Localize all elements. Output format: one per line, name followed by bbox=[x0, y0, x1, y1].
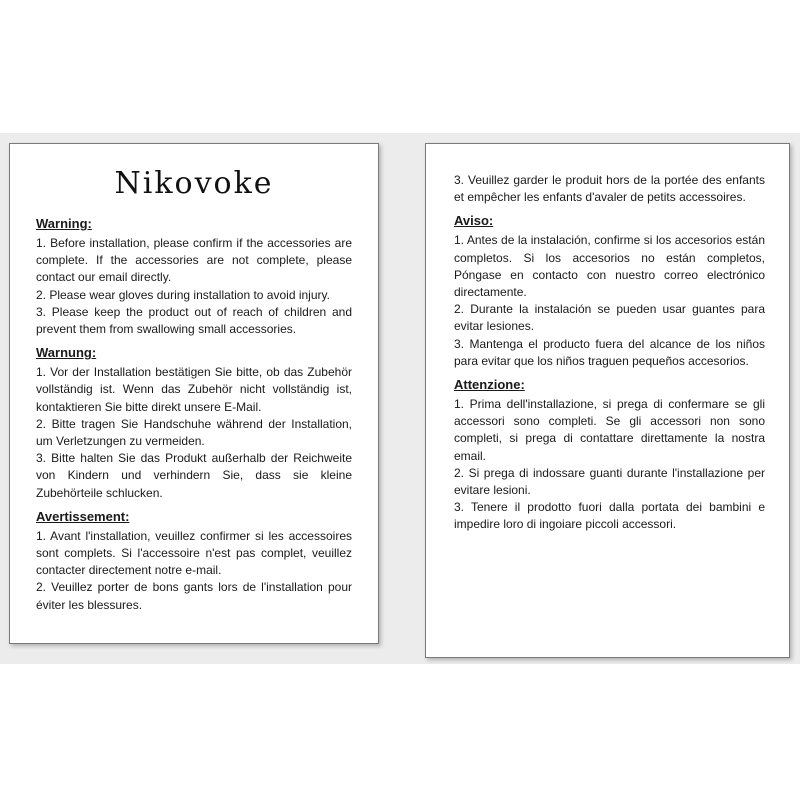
list-item: 2. Veuillez porter de bons gants lors de l'installation pour éviter les blessures. bbox=[36, 580, 352, 612]
section-warning-fr-continued bbox=[454, 172, 765, 206]
list-item: 2. Si prega di indossare guanti durante l'installazione per evitare lesioni. bbox=[454, 465, 765, 498]
instruction-card-left bbox=[9, 143, 379, 644]
section-warning-en bbox=[36, 215, 352, 338]
list-item: 3. Tenere il prodotto fuori dalla portata dei bambini e impedire loro di ingoiare piccoli accessori. bbox=[454, 500, 765, 532]
list-item: 3. Please keep the product out of reach of children and prevent them from swallowing small accessories. bbox=[36, 304, 352, 337]
list-item: 2. Bitte tragen Sie Handschuhe während der Installation, um Verletzungen zu vermeiden. bbox=[36, 416, 352, 449]
instruction-card-right bbox=[425, 143, 790, 658]
list-item: 3. Veuillez garder le produit hors de la portée des enfants et empêcher les enfants d'avaler de petits accessoires. bbox=[454, 173, 765, 205]
list-item: 1. Prima dell'installazione, si prega di confermare se gli accessori sono completi. Se gli accessori non sono completi, si prega di contattare direttamente la nostra email. bbox=[454, 397, 765, 463]
section-heading: Warning: bbox=[36, 216, 92, 231]
section-heading: Warnung: bbox=[36, 345, 97, 361]
list-item: 3. Mantenga el producto fuera del alcance de los niños para evitar que los niños traguen pequeños accesorios. bbox=[454, 336, 765, 368]
section-heading: Aviso: bbox=[454, 213, 494, 229]
brand-title: Nikovoke bbox=[114, 166, 274, 201]
list-item: 2. Please wear gloves during installation to avoid injury. bbox=[36, 287, 330, 302]
section-heading: Attenzione: bbox=[454, 377, 525, 393]
list-item: 1. Vor der Installation bestätigen Sie bitte, ob das Zubehör vollständig ist. Wenn das Zubehör nicht vollständig ist, kontaktieren Sie bitte direkt unsere E-Mail. bbox=[36, 365, 352, 414]
section-heading: Avertissement: bbox=[36, 508, 130, 524]
list-item: 3. Bitte halten Sie das Produkt außerhalb der Reichweite von Kindern und verhindern Sie, dass sie kleine Zubehörteile schlucken. bbox=[36, 451, 352, 500]
section-warning-fr bbox=[36, 508, 352, 614]
list-item: 1. Before installation, please confirm if the accessories are complete. If the accessories are not complete, please contact our email directly. bbox=[36, 236, 352, 285]
section-warning-it bbox=[454, 376, 765, 534]
list-item: 2. Durante la instalación se pueden usar guantes para evitar lesiones. bbox=[454, 302, 765, 334]
list-item: 1. Avant l'installation, veuillez confirmer si les accessoires sont complets. Si l'accessoire n'est pas complet, veuillez contacter directement notre e-mail. bbox=[36, 528, 352, 578]
section-warning-de bbox=[36, 344, 352, 502]
section-warning-es bbox=[454, 212, 765, 370]
list-item: 1. Antes de la instalación, confirme si los accesorios están completos. Si los accesorios no están completos, Póngase en contacto con nuestro correo electrónico directamente. bbox=[454, 233, 765, 300]
